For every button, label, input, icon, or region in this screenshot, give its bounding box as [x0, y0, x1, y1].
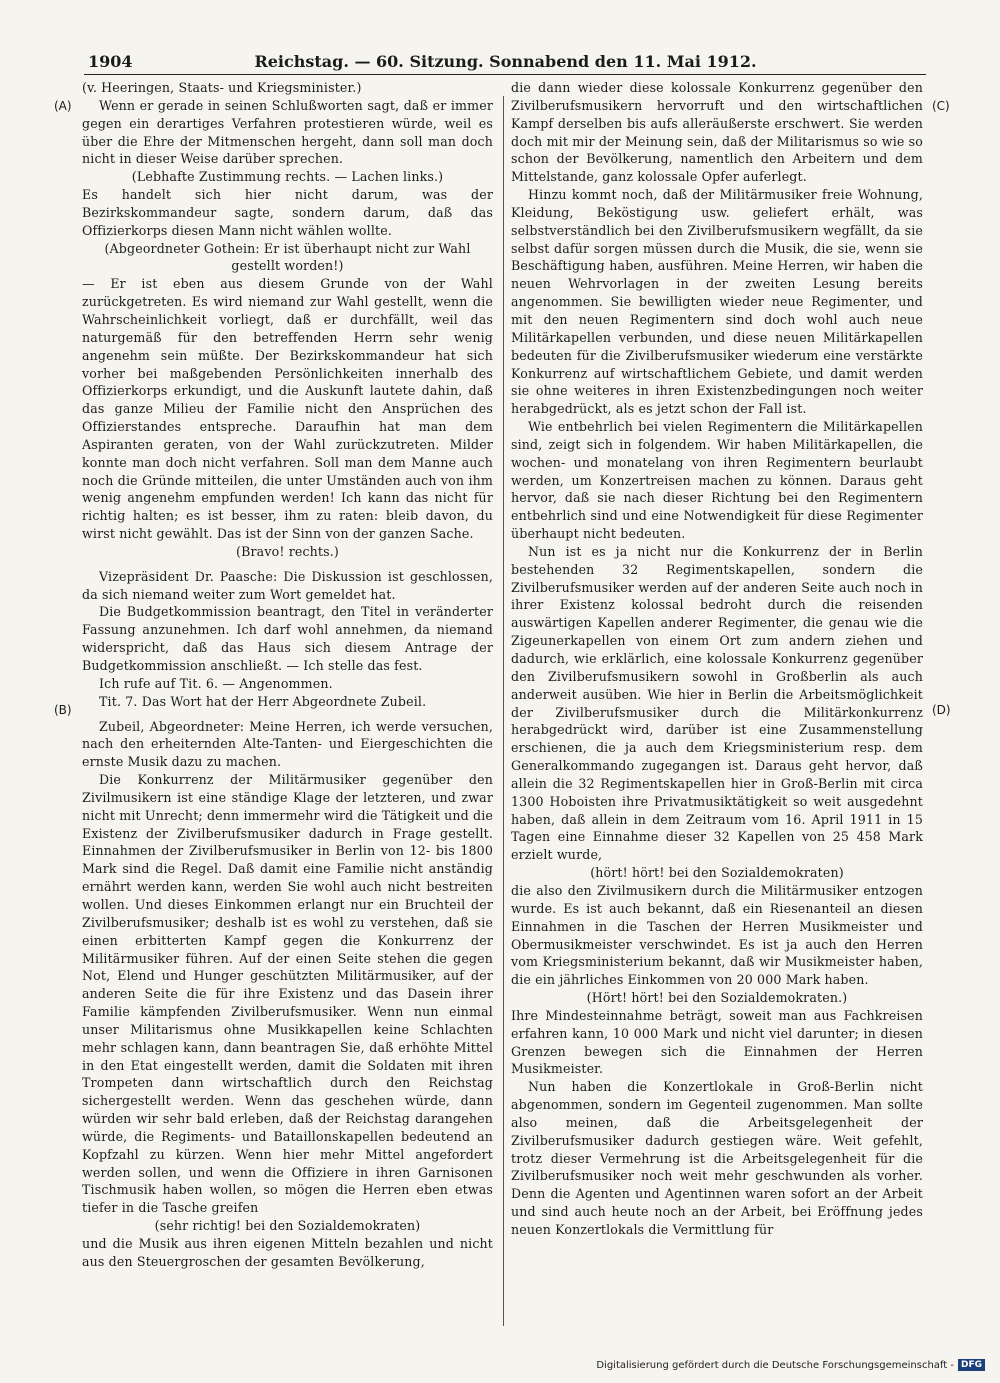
interjection: (Hört! hört! bei den Sozialdemokraten.)	[586, 990, 848, 1006]
margin-mark-d: (D)	[932, 703, 951, 717]
page-number: 1904	[88, 52, 133, 71]
right-column	[511, 79, 923, 1239]
paragraph: Tit. 7. Das Wort hat der Herr Abgeordnete Zubeil.	[99, 693, 427, 709]
paragraph: die also den Zivilmusikern durch die Militärmusiker entzogen wurde. Es ist auch bekannt, daß ein Riesenanteil an diesen Einnahmen in die Taschen der Herren Musikmeister und Obermusikmeister verschwindet. Es ist ja auch den Herren vom Kriegsministerium bekannt, daß wir Musikmeister haben, die ein jährliches Einkommen von 20 000 Mark haben.	[511, 882, 923, 988]
paragraph: Ich rufe auf Tit. 6. — Angenommen.	[99, 675, 333, 691]
margin-mark-b: (B)	[54, 703, 72, 717]
margin-mark-c: (C)	[932, 99, 950, 113]
paragraph: Hinzu kommt noch, daß der Militärmusiker freie Wohnung, Kleidung, Beköstigung usw. geliefert erhält, was selbstverständlich bei den Zivilberufsmusikern wegfällt, da sie selbst dafür sorgen müssen durch die Musik, die sie, wenn sie Beschäftigung haben, ausführen. Meine Herren, wir haben die neuen Wehrvorlagen in der zweiten Lesung bereits angenommen. Sie bewilligten wieder neue Regimenter, und mit den neuen Regimentern sind doch wohl auch neue Militärkapellen verbunden, und diese neuen Militärkapellen bedeuten für die Zivilberufsmusiker wiederum eine verstärkte Konkurrenz auf wirtschaftlichem Gebiete, und damit werden sie ohne weiteres in ihren Existenzbedingungen noch weiter herabgedrückt, als es jetzt schon der Fall ist.	[511, 187, 923, 417]
paragraph: Es handelt sich hier nicht darum, was der Bezirkskommandeur sagte, sondern darum, daß das Offizierkorps diesen Mann nicht wählen wollte.	[82, 187, 493, 238]
margin-mark-a: (A)	[54, 99, 72, 113]
header-rule	[84, 74, 926, 75]
paragraph: Die Konkurrenz der Militärmusiker gegenüber den Zivilmusikern ist eine ständige Klage der letzteren, und zwar nicht mit Unrecht; denn immermehr wird die Tätigkeit und die Existenz der Zivilberufsmusiker dadurch in Frage gestellt. Einnahmen der Zivilberufsmusiker in Berlin von 12- bis 1800 Mark sind die Regel. Daß damit eine Familie nicht anständig ernährt werden kann, werden Sie wohl auch nicht bestreiten wollen. Und dieses Einkommen erlangt nur ein Bruchteil der Zivilberufsmusiker; deshalb ist es wohl zu verstehen, daß sie einen erbitterten Kampf gegen die Konkurrenz der Militärmusiker führen. Auf der einen Seite stehen die gegen Not, Elend und Hunger geschützten Militärmusiker, auf der anderen Seite die für ihre Existenz und das Dasein ihrer Familie kämpfenden Zivilberufsmusiker. Wenn nun einmal unser Militarismus ohne Musikkapellen keine Schlachten mehr schlagen kann, dann beantragen Sie, daß erhöhte Mittel in den Etat eingestellt werden, damit die Soldaten mit ihren Trompeten dann wirtschaftlich durch den Reichstag sichergestellt werden. Wenn das geschehen würde, dann würden wir sehr bald erleben, daß der Reichstag darangehen würde, die Regiments- und Bataillonskapellen bedeutend an Kopfzahl zu kürzen. Wenn hier mehr Mittel angefordert werden sollen, und wenn die Offiziere in ihren Garnisonen Tischmusik haben wollen, so mögen die Herren eben etwas tiefer in die Tasche greifen	[82, 772, 493, 1216]
paragraph: Ihre Mindesteinnahme beträgt, soweit man aus Fachkreisen erfahren kann, 10 000 Mark und nicht viel darunter; in diesen Grenzen bewegen sich die Einnahmen der Herren Musikmeister.	[511, 1007, 923, 1077]
paragraph: Wenn er gerade in seinen Schlußworten sagt, daß er immer gegen ein derartiges Verfahren protestieren würde, weil es über die Ehre der Mitmenschen hergeht, dann soll man doch nicht in dieser Weise darüber sprechen.	[82, 97, 493, 167]
paragraph: und die Musik aus ihren eigenen Mitteln bezahlen und nicht aus den Steuergroschen der gesamten Bevölkerung,	[82, 1236, 493, 1269]
page-title: Reichstag. — 60. Sitzung. Sonnabend den 11. Mai 1912.	[254, 52, 757, 71]
interjection: (Bravo! rechts.)	[236, 543, 339, 559]
paragraph: Nun ist es ja nicht nur die Konkurrenz der in Berlin bestehenden 32 Regimentskapellen, sondern die Zivilberufsmusiker werden auf der anderen Seite auch noch in ihrer Existenz kolossal bedroht durch die reisenden auswärtigen Kapellen anderer Regimenter, die genau wie die Zigeunerkapellen von einem Ort zum andern ziehen und dadurch, wie erklärlich, eine kolossale Konkurrenz gegenüber den Zivilberufsmusikern sowohl in Großberlin als auch anderweit ausüben. Wie hier in Berlin die Arbeitsmöglichkeit der Zivilberufsmusiker durch die Militärkonkurrenz herabgedrückt wird, darüber ist eine Zusammenstellung erschienen, die ja auch dem Kriegsministerium resp. dem Generalkommando zugegangen ist. Daraus geht hervor, daß allein die 32 Regimentskapellen hier in Groß-Berlin mit circa 1300 Hoboisten ihre Privatmusiktätigkeit so weit ausgedehnt haben, daß allein in dem Zeitraum vom 16. April 1911 in 15 Tagen eine Einnahme dieser 32 Kapellen von 25 458 Mark erzielt wurde,	[511, 543, 923, 863]
left-column	[82, 79, 493, 1271]
paragraph: Vizepräsident Dr. Paasche: Die Diskussion ist geschlossen, da sich niemand weiter zum Wort gemeldet hat.	[82, 568, 493, 602]
interjection: (hört! hört! bei den Sozialdemokraten)	[590, 865, 844, 881]
interjection: (sehr richtig! bei den Sozialdemokraten)	[154, 1218, 421, 1234]
page-header	[88, 52, 923, 76]
paragraph: Die Budgetkommission beantragt, den Titel in veränderter Fassung anzunehmen. Ich darf wohl annehmen, da niemand widerspricht, daß das Haus sich diesem Antrage der Budgetkommission anschließt. — Ich stelle das fest.	[82, 604, 493, 673]
paragraph: Zubeil, Abgeordneter: Meine Herren, ich werde versuchen, nach den erheiternden Alte-Tanten- und Eiergeschichten die ernste Musik dazu zu machen.	[82, 718, 493, 770]
dfg-logo: DFG	[958, 1359, 985, 1371]
column-divider	[503, 96, 504, 1326]
paragraph: Nun haben die Konzertlokale in Groß-Berlin nicht abgenommen, sondern im Gegenteil zugenommen. Man sollte also meinen, daß die Arbeitsgelegenheit der Zivilberufsmusiker dadurch gestiegen wäre. Weit gefehlt, trotz dieser Vermehrung ist die Arbeitsgelegenheit für die Zivilberufsmusiker noch weit mehr geschwunden als vorher. Denn die Agenten und Agentinnen waren sofort an der Arbeit und sind auch heute noch an der Arbeit, bei Eröffnung jedes neuen Konzertlokals die Vermittlung für	[511, 1079, 923, 1237]
footer	[596, 1359, 985, 1371]
speaker-note: (v. Heeringen, Staats- und Kriegsminister.)	[82, 80, 362, 95]
interjection: (Lebhafte Zustimmung rechts. — Lachen links.)	[131, 169, 444, 185]
footer-text: Digitalisierung gefördert durch die Deutsche Forschungsgemeinschaft -	[596, 1359, 954, 1371]
paragraph: — Er ist eben aus diesem Grunde von der Wahl zurückgetreten. Es wird niemand zur Wahl gestellt, wenn die Wahrscheinlichkeit vorliegt, daß er durchfällt, weil das naturgemäß für den betreffenden Herrn sehr wenig angenehm sein müßte. Der Bezirkskommandeur hat sich vorher bei maßgebenden Persönlichkeiten innerhalb des Offizierkorps erkundigt, und die Auskunft lautete dahin, daß das ganze Milieu der Familie nicht den Ansprüchen des Offizierstandes entspreche. Daraufhin hat man dem Aspiranten geraten, von der Wahl zurückzutreten. Milder konnte man doch nicht verfahren. Soll man dem Manne auch noch die Gründe mitteilen, die unter Umständen auch von ihm wenig angenehm empfunden werden! Ich kann das nicht für richtig halten; es ist besser, ihm zu raten: bleib davon, du wirst nicht gewählt. Das ist der Sinn von der ganzen Sache.	[82, 276, 493, 542]
paragraph: Wie entbehrlich bei vielen Regimentern die Militärkapellen sind, zeigt sich in folgendem. Wir haben Militärkapellen, die wochen- und monatelang von ihren Regimentern beurlaubt werden, um Konzertreisen machen zu können. Daraus geht hervor, daß sie nach dieser Richtung bei den Regimentern entbehrlich sind und eine Notwendigkeit für diese Regimenter überhaupt nicht bedeuten.	[511, 419, 923, 542]
paragraph: die dann wieder diese kolossale Konkurrenz gegenüber den Zivilberufsmusikern hervorruft und den wirtschaftlichen Kampf derselben bis aufs alleräußerste erschwert. Sie werden doch mit mir der Meinung sein, daß der Militarismus so wie so schon der Bevölkerung, namentlich den Arbeitern und dem Mittelstande, ganz kolossale Opfer auferlegt.	[511, 80, 923, 185]
interjection: (Abgeordneter Gothein: Er ist überhaupt nicht zur Wahl gestellt worden!)	[104, 240, 471, 274]
